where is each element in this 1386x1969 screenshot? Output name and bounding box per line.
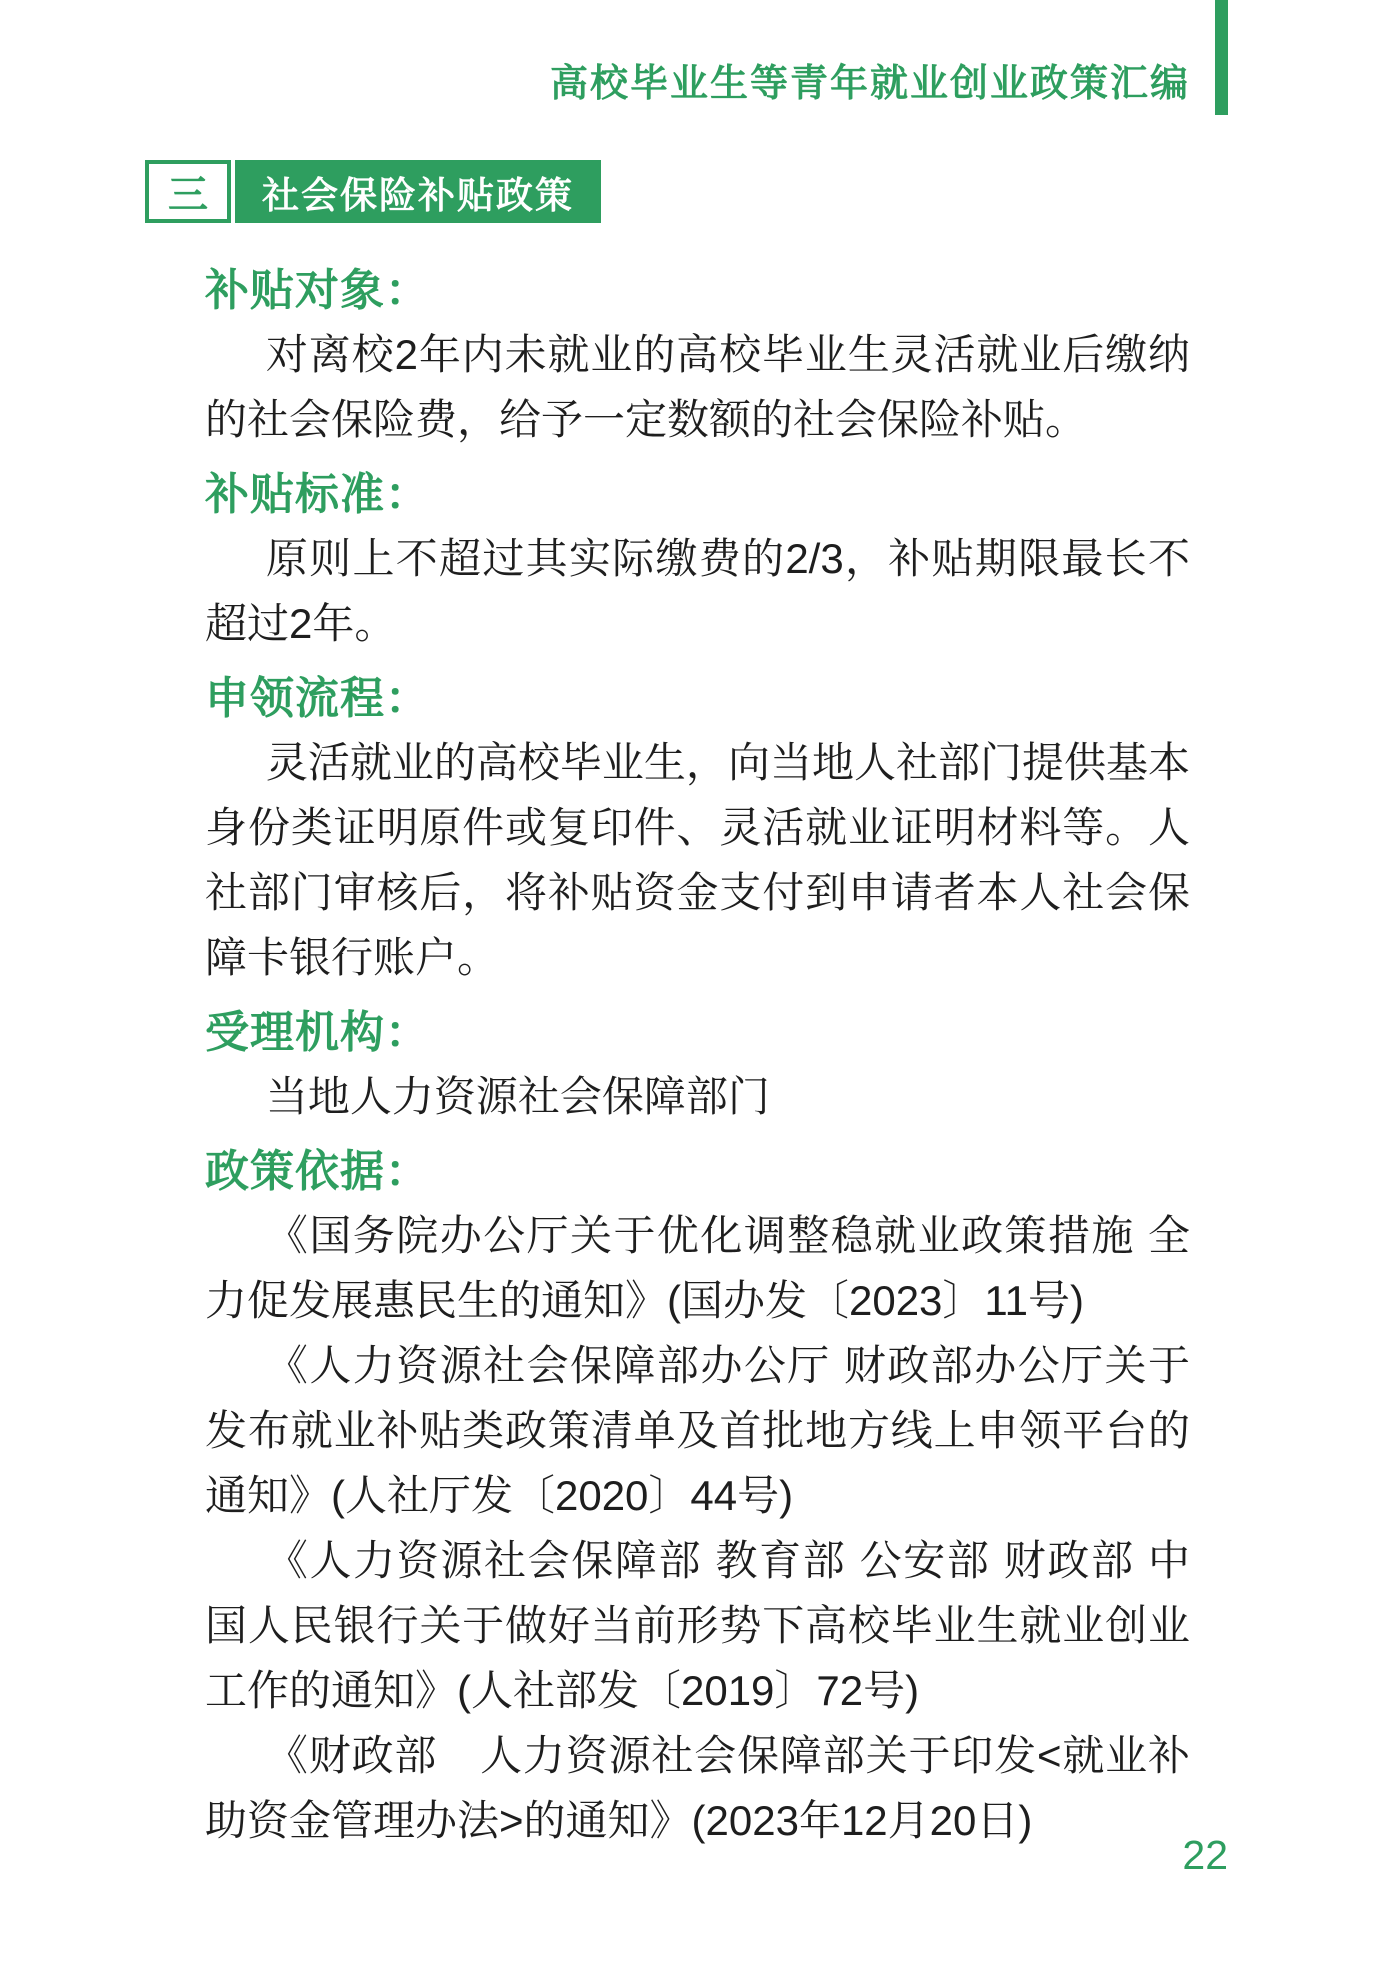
block-heading: 申领流程： [205, 674, 430, 723]
header-accent-bar [1215, 0, 1228, 115]
block-paragraph: 《人力资源社会保障部办公厅 财政部办公厅关于发布就业补贴类政策清单及首批地方线上申领平台的通知》(人社厅发〔2020〕44号) [205, 1342, 1190, 1519]
block-policy-basis [205, 1129, 1190, 1853]
block-paragraph: 《人力资源社会保障部 教育部 公安部 财政部 中国人民银行关于做好当前形势下高校毕业生就业创业工作的通知》(人社部发〔2019〕72号) [205, 1537, 1190, 1714]
block-paragraph: 《国务院办公厅关于优化调整稳就业政策措施 全力促发展惠民生的通知》(国办发〔2023〕11号) [205, 1212, 1190, 1324]
section-banner [145, 160, 601, 223]
block-application-process [205, 656, 1190, 990]
running-head-title: 高校毕业生等青年就业创业政策汇编 [549, 63, 1190, 105]
block-subsidy-target [205, 248, 1190, 452]
block-paragraph: 灵活就业的高校毕业生，向当地人社部门提供基本身份类证明原件或复印件、灵活就业证明材料等。人社部门审核后，将补贴资金支付到申请者本人社会保障卡银行账户。 [205, 739, 1190, 981]
block-accepting-agency [205, 990, 1190, 1129]
section-number: 三 [145, 160, 231, 223]
block-paragraph: 原则上不超过其实际缴费的2/3，补贴期限最长不超过2年。 [205, 535, 1190, 647]
block-paragraph: 当地人力资源社会保障部门 [265, 1073, 770, 1120]
section-title: 社会保险补贴政策 [235, 160, 601, 223]
block-subsidy-standard [205, 452, 1190, 656]
block-paragraph: 对离校2年内未就业的高校毕业生灵活就业后缴纳的社会保险费，给予一定数额的社会保险补贴。 [205, 331, 1190, 443]
block-heading: 政策依据： [205, 1147, 430, 1196]
content-column [205, 248, 1190, 1853]
block-heading: 补贴对象： [205, 266, 430, 315]
page-number: 22 [1182, 1832, 1228, 1878]
block-heading: 受理机构： [205, 1008, 430, 1057]
block-paragraph: 《财政部 人力资源社会保障部关于印发<就业补助资金管理办法>的通知》(2023年12月20日) [205, 1732, 1190, 1844]
block-heading: 补贴标准： [205, 470, 430, 519]
